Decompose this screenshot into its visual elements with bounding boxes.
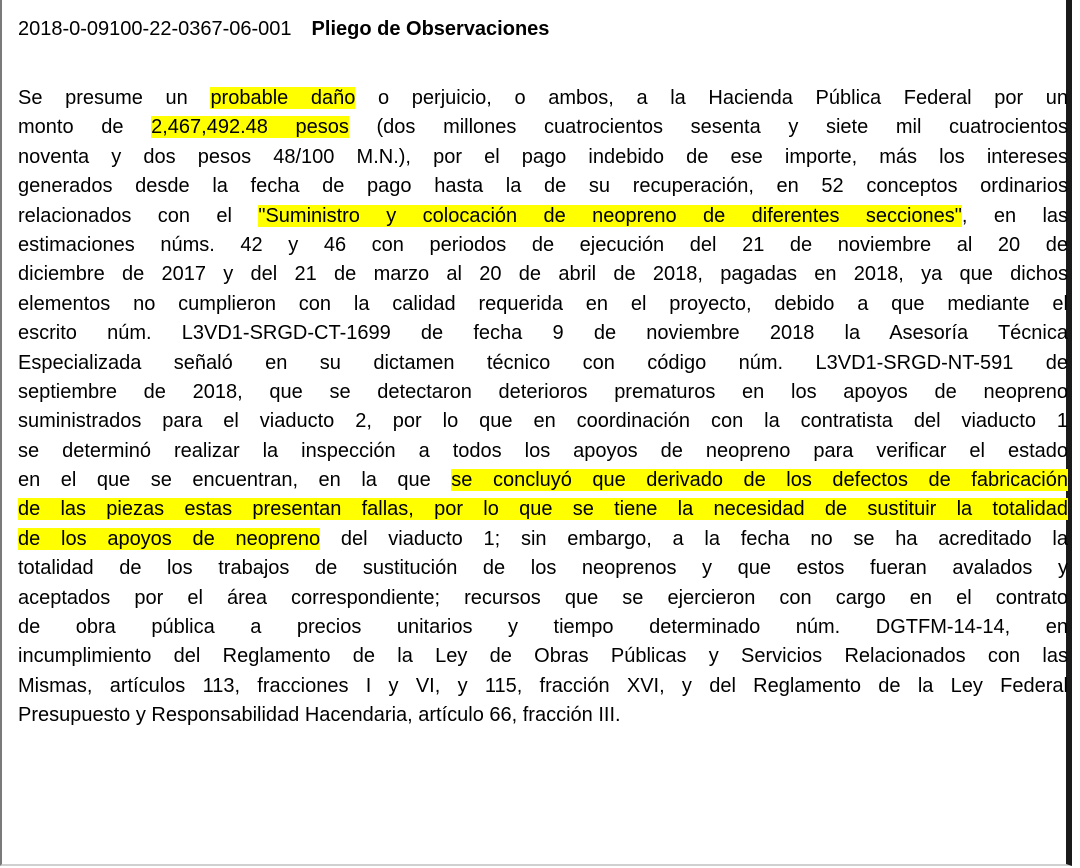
document-code: 2018-0-09100-22-0367-06-001: [18, 18, 292, 40]
paragraph-line: [18, 554, 1068, 583]
paragraph-line: [18, 525, 1068, 554]
highlighted-text: se concluyó que derivado de los defectos de fabricación: [451, 469, 1068, 492]
highlighted-text: "Suministro y colocación de neopreno de diferentes secciones": [258, 204, 962, 227]
paragraph-line: [18, 202, 1068, 231]
paragraph-line: [18, 584, 1068, 613]
text-segment: noventa y dos pesos 48/100 M.N.), por el pago indebido de ese importe, más los intereses: [18, 145, 1068, 168]
paragraph-line: [18, 672, 1068, 701]
text-segment: monto de: [18, 116, 152, 139]
paragraph-line: [18, 466, 1068, 495]
text-segment: o perjuicio, o ambos, a la Hacienda Pública Federal por un: [355, 87, 1069, 109]
text-segment: se determinó realizar la inspección a todos los apoyos de neopreno para verificar el estado: [18, 439, 1068, 462]
highlighted-text: de las piezas estas presentan fallas, por lo que se tiene la necesidad de sustituir la totalidad: [18, 498, 1068, 521]
text-segment: estimaciones núms. 42 y 46 con periodos de ejecución del 21 de noviembre al 20 de: [18, 233, 1068, 256]
highlighted-text: de los apoyos de neopreno: [18, 527, 321, 550]
document-header: [18, 18, 549, 41]
text-segment: generados desde la fecha de pago hasta la de su recuperación, en 52 conceptos ordinarios: [18, 175, 1068, 198]
paragraph-line: [18, 260, 1068, 289]
text-segment: Se presume un: [18, 87, 211, 109]
paragraph-line: [18, 290, 1068, 319]
paragraph-line: [18, 231, 1068, 260]
text-segment: en el que se encuentran, en la que: [18, 469, 452, 492]
paragraph-line: [18, 495, 1068, 524]
text-segment: septiembre de 2018, que se detectaron deterioros prematuros en los apoyos de neopreno: [18, 380, 1068, 403]
paragraph-line: [18, 642, 1068, 671]
paragraph-line: [18, 349, 1068, 378]
text-segment: totalidad de los trabajos de sustitución de los neoprenos y que estos fueran avalados y: [18, 557, 1068, 580]
paragraph-line: [18, 84, 1068, 113]
paragraph-line: [18, 172, 1068, 201]
paragraph-line: [18, 113, 1068, 142]
text-segment: del viaducto 1; sin embargo, a la fecha no se ha acreditado la: [320, 527, 1068, 550]
highlighted-text: 2,467,492.48 pesos: [151, 116, 349, 139]
text-segment: de obra pública a precios unitarios y tiempo determinado núm. DGTFM-14-14, en: [18, 616, 1068, 639]
paragraph-line: [18, 437, 1068, 466]
text-segment: Presupuesto y Responsabilidad Hacendaria, artículo 66, fracción III.: [18, 704, 621, 727]
text-segment: suministrados para el viaducto 2, por lo que en coordinación con la contratista del viaducto 1: [18, 410, 1068, 433]
text-segment: incumplimiento del Reglamento de la Ley de Obras Públicas y Servicios Relacionados con las: [18, 645, 1068, 668]
text-segment: aceptados por el área correspondiente; recursos que se ejercieron con cargo en el contrato: [18, 586, 1068, 609]
text-segment: escrito núm. L3VD1-SRGD-CT-1699 de fecha 9 de noviembre 2018 la Asesoría Técnica: [18, 322, 1068, 345]
text-segment: elementos no cumplieron con la calidad requerida en el proyecto, debido a que mediante el: [18, 292, 1068, 315]
paragraph-line: [18, 143, 1068, 172]
paragraph-line: [18, 378, 1068, 407]
paragraph-line: [18, 407, 1068, 436]
paragraph-line: [18, 613, 1068, 642]
text-segment: relacionados con el: [18, 204, 259, 227]
highlighted-text: probable daño: [210, 87, 356, 109]
text-segment: diciembre de 2017 y del 21 de marzo al 20 de abril de 2018, pagadas en 2018, ya que dichos: [18, 263, 1068, 286]
text-segment: Especializada señaló en su dictamen técnico con código núm. L3VD1-SRGD-NT-591 de: [18, 351, 1068, 374]
paragraph-line: [18, 701, 1068, 730]
document-title: Pliego de Observaciones: [311, 18, 550, 40]
text-segment: Mismas, artículos 113, fracciones I y VI, y 115, fracción XVI, y del Reglamento de la Ley Federal: [18, 674, 1068, 697]
text-segment: , en las: [961, 204, 1069, 227]
observation-paragraph: [18, 84, 1068, 731]
paragraph-line: [18, 319, 1068, 348]
text-segment: (dos millones cuatrocientos sesenta y siete mil cuatrocientos: [348, 116, 1068, 139]
